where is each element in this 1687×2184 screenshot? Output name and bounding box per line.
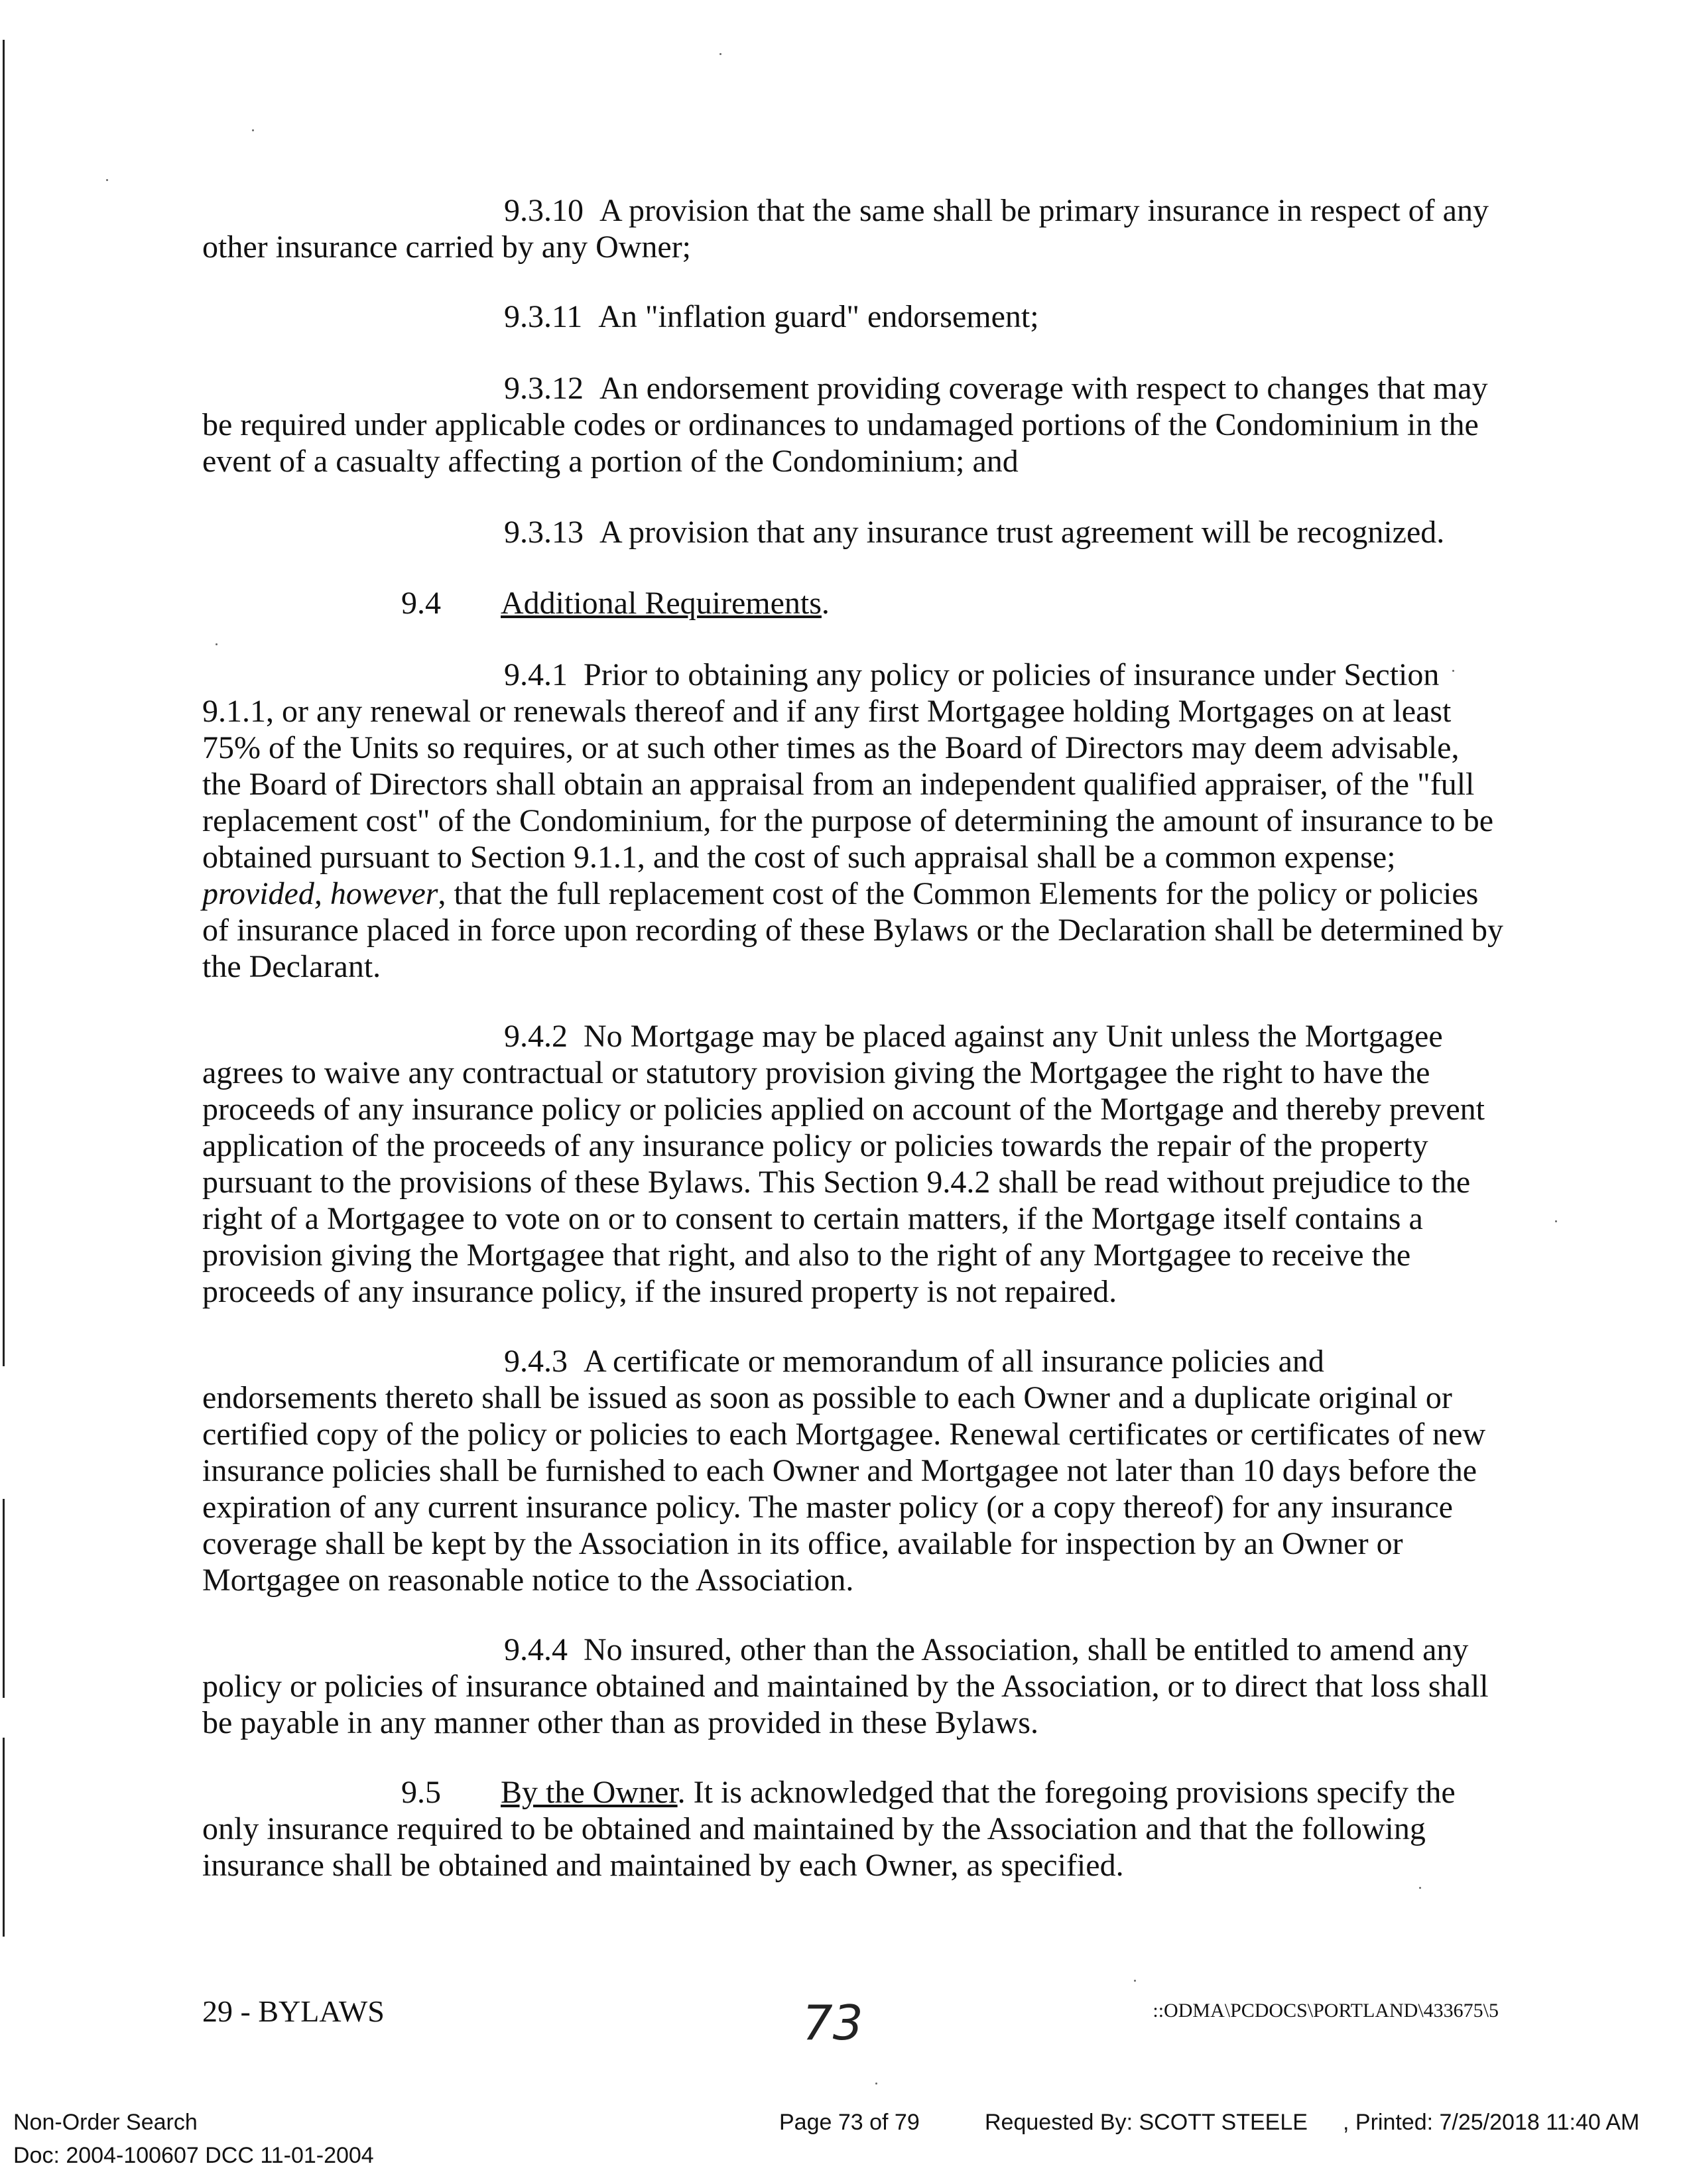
scan-speck — [1419, 1887, 1421, 1889]
section-number: 9.4.3 — [504, 1344, 568, 1379]
section-number: 9.4.1 — [504, 657, 568, 692]
scan-speck — [719, 53, 721, 55]
paragraph-text: A certificate or memorandum of all insurance policies and endorsements thereto shall be issued as soon as possible to each Owner and a duplicate original or certified copy of the policy or policies to each Mortgagee. Renewal certificates or certificates of new insurance policies shall be furnished to each Owner and Mortgagee not later than 10 days before the expiration of any current insurance policy. The master policy (or a copy thereof) for any insurance coverage shall be kept by the Association in its office, available for inspection by an Owner or Mortgagee on reasonable notice to the Association. — [202, 1344, 1486, 1598]
scan-speck — [106, 179, 108, 181]
section-number: 9.3.13 — [504, 515, 584, 550]
paragraph-text: A provision that the same shall be primary insurance in respect of any other insurance carried by any Owner; — [202, 193, 1489, 265]
paragraph-text: Prior to obtaining any policy or policies of insurance under Section 9.1.1, or any renewal or renewals thereof and if any first Mortgagee holding Mortgages on at least 75% of the Units so requires, or at such other times as the Board of Directors may deem advisable, the Board of Directors shall obtain an appraisal from an independent qualified appraiser, of the "full replacement cost" of the Condominium, for the purpose of determining the amount of insurance to be obtained pursuant to Section 9.1.1, and the cost of such appraisal shall be a common expense; — [202, 657, 1494, 875]
scan-speck — [1134, 1980, 1136, 1982]
paragraph-9-4-3 — [202, 1343, 1505, 1598]
print-footer-printed-date: , Printed: 7/25/2018 11:40 AM — [1343, 2110, 1640, 2135]
print-footer-doc-id: Doc: 2004-100607 DCC 11-01-2004 — [13, 2143, 374, 2168]
scan-edge-line — [3, 40, 5, 1366]
paragraph-9-4-1 — [202, 657, 1505, 985]
section-number: 9.5 — [401, 1775, 441, 1810]
scan-speck — [252, 129, 254, 131]
paragraph-text: An endorsement providing coverage with respect to changes that may be required under applicable codes or ordinances to undamaged portions of the Condominium in the event of a casualty affecting a portion of the Condominium; and — [202, 371, 1488, 479]
scan-speck — [1555, 1220, 1557, 1222]
section-number: 9.4.4 — [504, 1632, 568, 1667]
scan-edge-line — [3, 1499, 5, 1698]
section-heading: Additional Requirements — [501, 586, 822, 621]
scan-speck — [875, 2083, 877, 2085]
paragraph-9-4-2 — [202, 1018, 1505, 1310]
print-footer-page-count: Page 73 of 79 — [779, 2110, 920, 2135]
paragraph-text: . It is acknowledged that the foregoing provisions specify the only insurance required to be obtained and maintained by the Association and that the following insurance shall be obtained and maintained by each Owner, as specified. — [202, 1775, 1456, 1883]
paragraph-text: An "inflation guard" endorsement; — [598, 299, 1039, 334]
section-heading: By the Owner — [501, 1775, 678, 1810]
paragraph-9-3-10 — [202, 192, 1505, 265]
paragraph-text: , that the full replacement cost of the Common Elements for the policy or policies of insurance placed in force upon recording of these Bylaws or the Declaration shall be determined by the Declarant. — [202, 876, 1503, 984]
paragraph-text: A provision that any insurance trust agreement will be recognized. — [599, 515, 1445, 550]
paragraph-text: No Mortgage may be placed against any Unit unless the Mortgagee agrees to waive any contractual or statutory provision giving the Mortgagee the right to have the proceeds of any insurance policy or policies applied on account of the Mortgage and thereby prevent application of the proceeds of any insurance policy or policies towards the repair of the property pursuant to the provisions of these Bylaws. This Section 9.4.2 shall be read without prejudice to the right of a Mortgagee to vote on or to consent to certain matters, if the Mortgage itself contains a provision giving the Mortgagee that right, and also to the right of any Mortgagee to receive the proceeds of any insurance policy, if the insured property is not repaired. — [202, 1019, 1485, 1309]
handwritten-page-number: 73 — [802, 1995, 863, 2051]
paragraph-9-3-13 — [202, 514, 1505, 550]
print-footer-search-type: Non-Order Search — [13, 2110, 198, 2135]
section-number: 9.3.11 — [504, 299, 583, 334]
paragraph-9-3-11 — [202, 298, 1505, 335]
heading-period: . — [821, 586, 830, 621]
section-9-4-heading — [202, 585, 1505, 621]
document-path: ::ODMA\PCDOCS\PORTLAND\433675\5 — [1153, 2000, 1499, 2022]
section-number: 9.4 — [401, 586, 441, 621]
scan-edge-line — [3, 1738, 5, 1937]
print-footer-requested-by: Requested By: SCOTT STEELE — [985, 2110, 1308, 2135]
paragraph-text: No insured, other than the Association, shall be entitled to amend any policy or policies of insurance obtained and maintained by the Association, or to direct that loss shall be payable in any manner other than as provided in these Bylaws. — [202, 1632, 1489, 1740]
paragraph-italic-text: provided, however — [202, 876, 438, 911]
paragraph-9-5 — [202, 1774, 1505, 1884]
section-number: 9.3.10 — [504, 193, 584, 228]
paragraph-9-4-4 — [202, 1632, 1505, 1741]
scan-speck — [216, 643, 218, 645]
page-footer-label: 29 - BYLAWS — [202, 1994, 385, 2028]
section-number: 9.3.12 — [504, 371, 584, 406]
paragraph-9-3-12 — [202, 370, 1505, 480]
section-number: 9.4.2 — [504, 1019, 568, 1054]
